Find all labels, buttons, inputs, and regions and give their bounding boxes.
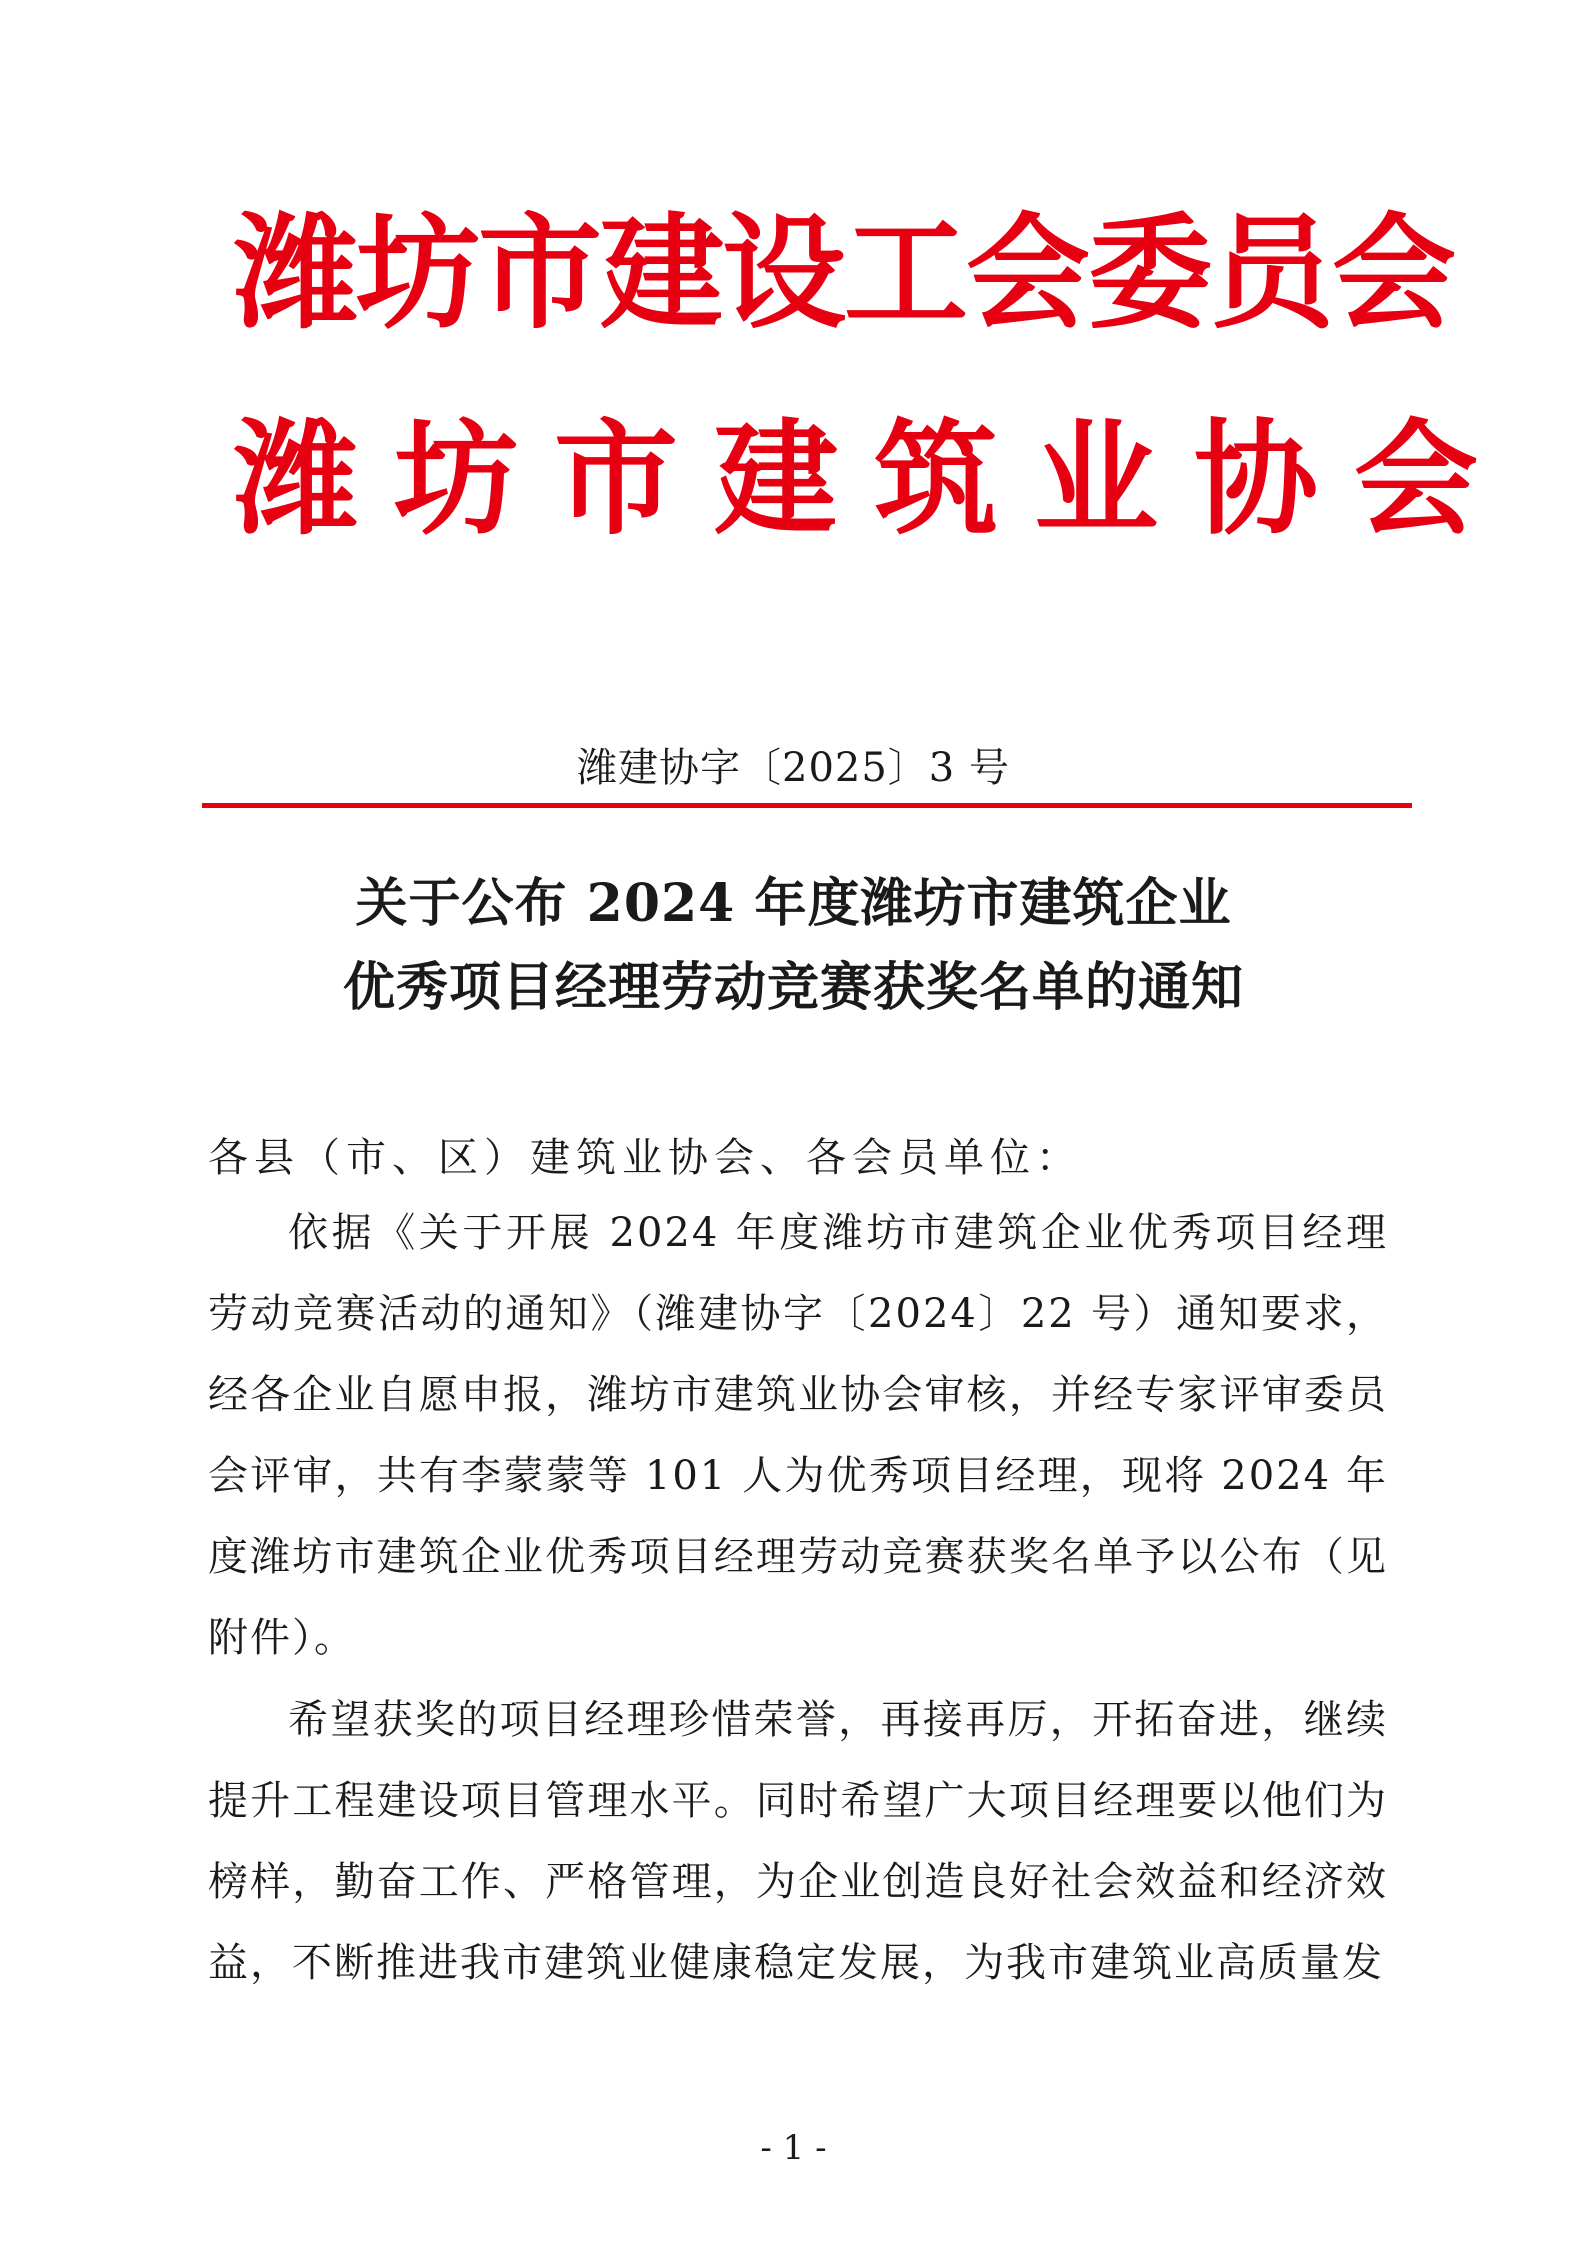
issuing-org-line-2: 潍坊市建筑业协会 [234, 408, 1515, 552]
document-number: 潍建协字〔2025〕3 号 [577, 745, 1010, 791]
document-title-line-1: 关于公布 2024 年度潍坊市建筑企业 [355, 873, 1232, 934]
issuing-org-line-1: 潍坊市建设工会委员会 [234, 202, 1455, 346]
body-paragraph-1: 依据《关于开展 2024 年度潍坊市建筑企业优秀项目经理劳动竞赛活动的通知》（潍建协字〔2024〕22 号）通知要求，经各企业自愿申报，潍坊市建筑业协会审核，并经专家评审委员会评审，共有李蒙蒙等 101 人为优秀项目经理，现将 2024 年度潍坊市建筑企业优秀项目经理劳动竞赛获奖名单予以公布（见附件）。 [208, 1210, 1388, 1661]
document-title-line-2: 优秀项目经理劳动竞赛获奖名单的通知 [342, 957, 1244, 1018]
red-divider-line [202, 803, 1412, 808]
body-paragraph-2: 希望获奖的项目经理珍惜荣誉，再接再厉，开拓奋进，继续提升工程建设项目管理水平。同时希望广大项目经理要以他们为榜样，勤奋工作、严格管理，为企业创造良好社会效益和经济效益，不断推进我市建筑业健康稳定发展，为我市建筑业高质量发 [208, 1697, 1388, 1986]
salutation: 各县（市、区）建筑业协会、各会员单位： [208, 1135, 1082, 1181]
page-number: - 1 - [760, 2128, 827, 2168]
